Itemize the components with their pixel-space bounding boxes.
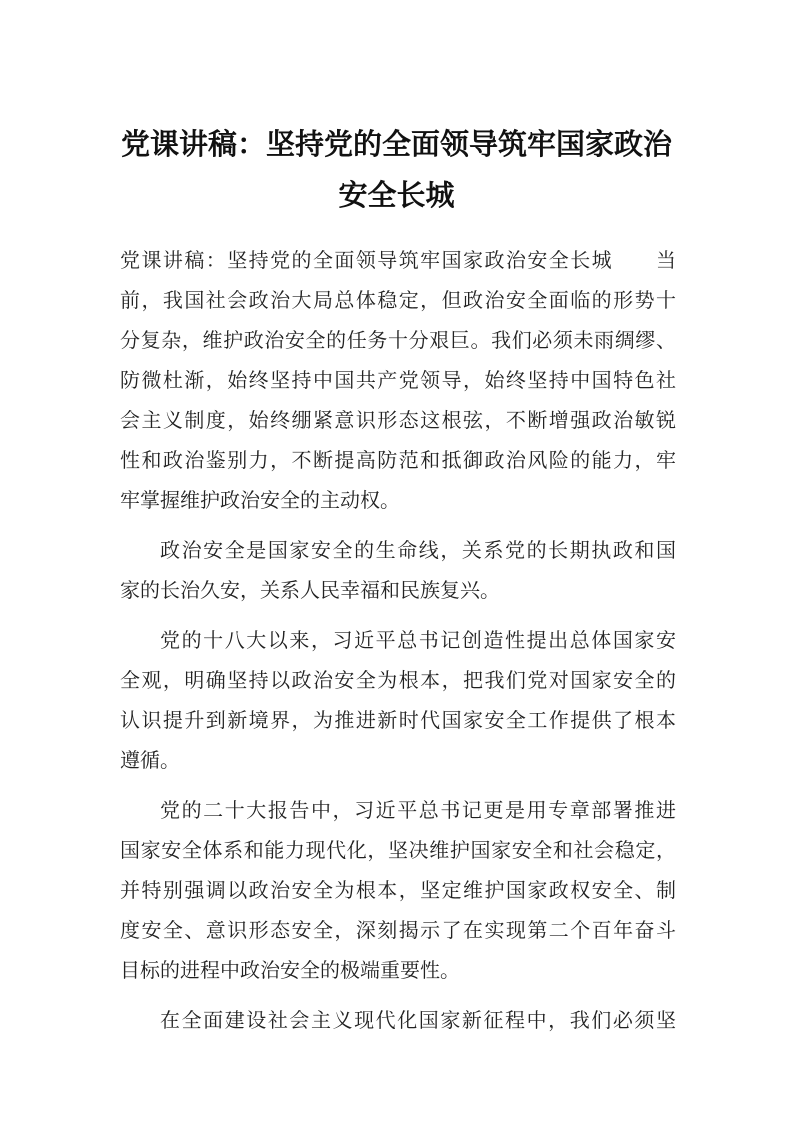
paragraph-line: 牢掌握维护政治安全的主动权。 (120, 488, 400, 512)
paragraph-line: 家的长治久安，关系人民幸福和民族复兴。 (120, 578, 500, 602)
paragraph-line: 党课讲稿：坚持党的全面领导筑牢国家政治安全长城 当 (120, 248, 676, 272)
paragraph-line: 会主义制度，始终绷紧意识形态这根弦，不断增强政治敏锐 (120, 408, 676, 432)
paragraph-line: 遵循。 (120, 748, 180, 772)
document-title-line-1: 党课讲稿：坚持党的全面领导筑牢国家政治 (120, 127, 672, 161)
paragraph-line: 国家安全体系和能力现代化，坚决维护国家安全和社会稳定， (120, 838, 676, 862)
paragraph-line: 度安全、意识形态安全，深刻揭示了在实现第二个百年奋斗 (120, 918, 676, 942)
paragraph-line: 政治安全是国家安全的生命线，关系党的长期执政和国 (160, 538, 676, 562)
paragraph-line: 在全面建设社会主义现代化国家新征程中，我们必须坚 (160, 1008, 676, 1032)
paragraph-line: 认识提升到新境界，为推进新时代国家安全工作提供了根本 (120, 708, 676, 732)
paragraph-line: 全观，明确坚持以政治安全为根本，把我们党对国家安全的 (120, 668, 676, 692)
paragraph-line: 目标的进程中政治安全的极端重要性。 (120, 958, 460, 982)
paragraph-line: 党的二十大报告中，习近平总书记更是用专章部署推进 (160, 798, 676, 822)
paragraph-line: 并特别强调以政治安全为根本，坚定维护国家政权安全、制 (120, 878, 676, 902)
paragraph-line: 前，我国社会政治大局总体稳定，但政治安全面临的形势十 (120, 288, 676, 312)
paragraph-line: 分复杂，维护政治安全的任务十分艰巨。我们必须未雨绸缪、 (120, 328, 676, 352)
paragraph-line: 性和政治鉴别力，不断提高防范和抵御政治风险的能力，牢 (120, 448, 676, 472)
paragraph-line: 党的十八大以来，习近平总书记创造性提出总体国家安 (160, 628, 676, 652)
paragraph-line: 防微杜渐，始终坚持中国共产党领导，始终坚持中国特色社 (120, 368, 676, 392)
document-title-line-2: 安全长城 (338, 178, 455, 212)
